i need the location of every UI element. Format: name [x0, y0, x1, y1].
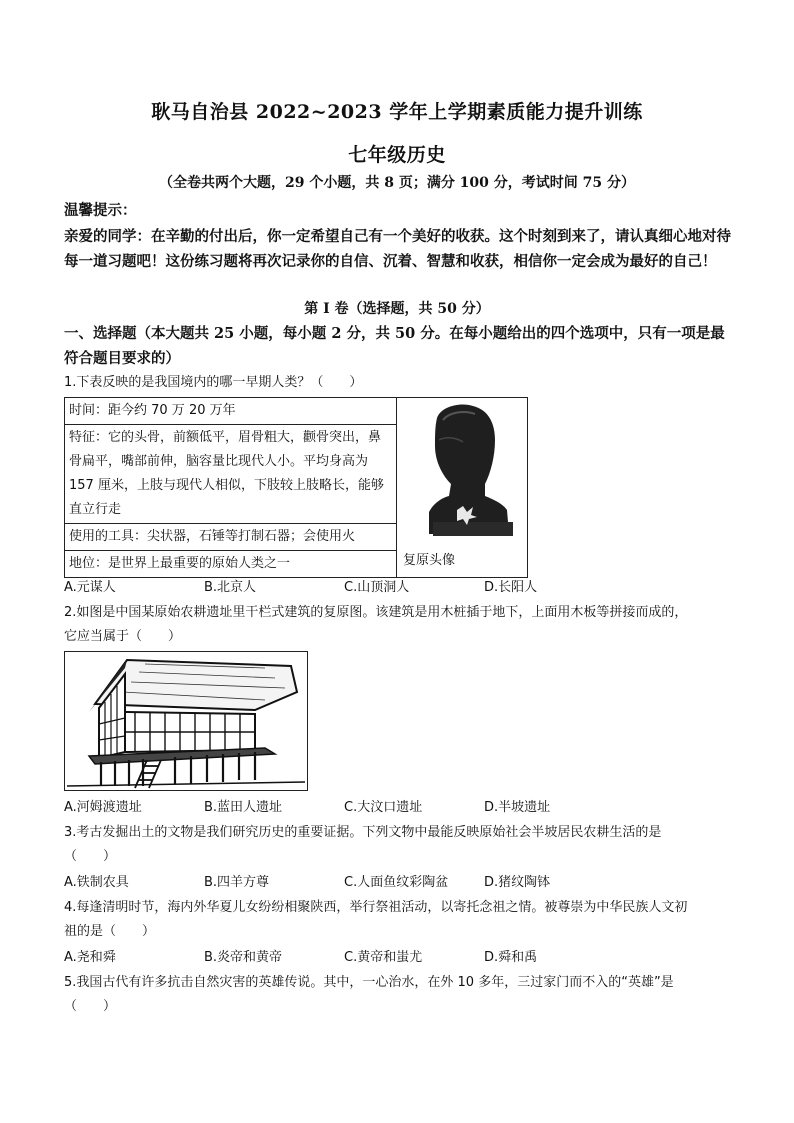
q4-option-c[interactable]: C.黄帝和蚩尤	[344, 950, 423, 965]
q2-stem	[64, 601, 754, 649]
section-title: 第 I 卷（选择题，共 50 分）	[304, 301, 490, 317]
q3-option-b[interactable]: B.四羊方尊	[204, 875, 270, 890]
q4-option-d[interactable]: D.舜和禹	[484, 950, 538, 965]
q3-options	[64, 871, 754, 890]
q5-stem-line1: 5.我国古代有许多抗击自然灾害的英雄传说。其中，一心治水，在外 10 多年，三过家门而不入的“英雄”是	[64, 975, 674, 990]
q2-stem-line2: 它应当属于（ ）	[64, 629, 182, 644]
q4-stem-line1: 4.每逢清明时节，海内外华夏儿女纷纷相聚陕西，举行祭祖活动，以寄托念祖之情。被尊崇为中华民族人文初	[64, 900, 688, 915]
q3-option-c[interactable]: C.人面鱼纹彩陶盆	[344, 875, 449, 890]
q1-row-time: 时间：距今约 70 万 20 万年	[65, 398, 397, 425]
q5-stem-line2: （ ）	[64, 999, 117, 1014]
notice-body: 亲爱的同学：在辛勤的付出后，你一定希望自己有一个美好的收获。这个时刻到来了，请认真细心地对待每一道习题吧！这份练习题将再次记录你的自信、沉着、智慧和收获，相信你一定会成为最好的自己！	[64, 227, 731, 270]
bust-image	[399, 400, 527, 540]
q1-info-table	[64, 397, 528, 578]
q3-stem-line2: （ ）	[64, 849, 117, 864]
q1-row-features: 特征：它的头骨，前额低平，眉骨粗大，颧骨突出，鼻骨扁平，嘴部前伸，脑容量比现代人小。平均身高为 157 厘米，上肢与现代人相似，下肢较上肢略长，能够直立行走	[65, 425, 397, 524]
q1-options	[64, 576, 754, 595]
stilt-house-image	[64, 651, 308, 791]
q1-option-d[interactable]: D.长阳人	[484, 580, 538, 595]
q1-row-tools: 使用的工具：尖状器，石锤等打制石器；会使用火	[65, 524, 397, 551]
notice-heading: 温馨提示：	[64, 202, 137, 219]
q2-stem-line1: 2.如图是中国某原始农耕遗址里干栏式建筑的复原图。该建筑是用木桩插于地下，上面用木板等拼接而成的，	[64, 605, 688, 620]
q5-stem	[64, 971, 754, 1019]
q1-image-caption: 复原头像	[403, 553, 456, 568]
part1-instructions: 一、选择题（本大题共 25 小题，每小题 2 分，共 50 分。在每小题给出的四个选项中，只有一项是最符合题目要求的）	[64, 325, 725, 367]
q1-option-b[interactable]: B.北京人	[204, 580, 257, 595]
notice	[64, 198, 734, 275]
exam-title: 耿马自治县 2022~2023 学年上学期素质能力提升训练	[151, 101, 643, 123]
q3-option-d[interactable]: D.猪纹陶钵	[484, 875, 551, 890]
q3-stem	[64, 821, 754, 869]
q3-option-a[interactable]: A.铁制农具	[64, 875, 129, 890]
q1-row-status: 地位：是世界上最重要的原始人类之一	[65, 551, 397, 578]
q3-stem-line1: 3.考古发掘出土的文物是我们研究历史的重要证据。下列文物中最能反映原始社会半坡居民农耕生活的是	[64, 825, 662, 840]
q1-option-c[interactable]: C.山顶洞人	[344, 580, 410, 595]
q4-options	[64, 946, 754, 965]
q1-option-a[interactable]: A.元谋人	[64, 580, 116, 595]
exam-info: （全卷共两个大题，29 个小题，共 8 页；满分 100 分，考试时间 75 分）	[158, 175, 636, 191]
q4-option-b[interactable]: B.炎帝和黄帝	[204, 950, 283, 965]
q4-option-a[interactable]: A.尧和舜	[64, 950, 116, 965]
q1-image-cell	[397, 398, 528, 578]
q4-stem	[64, 896, 754, 944]
q2-option-d[interactable]: D.半坡遗址	[484, 800, 551, 815]
exam-subject: 七年级历史	[348, 144, 446, 166]
q2-options	[64, 796, 754, 815]
q2-option-a[interactable]: A.河姆渡遗址	[64, 800, 142, 815]
q1-stem: 1.下表反映的是我国境内的哪一早期人类？（ ）	[64, 375, 363, 390]
q2-option-c[interactable]: C.大汶口遗址	[344, 800, 423, 815]
q2-option-b[interactable]: B.蓝田人遗址	[204, 800, 283, 815]
q4-stem-line2: 祖的是（ ）	[64, 924, 156, 939]
